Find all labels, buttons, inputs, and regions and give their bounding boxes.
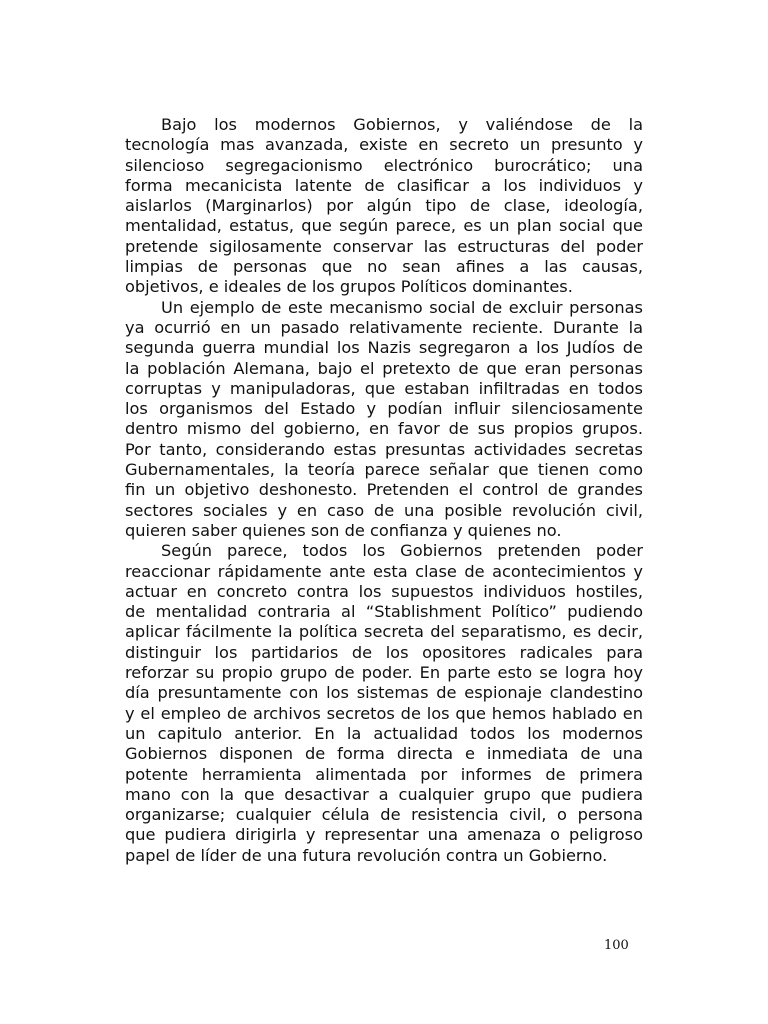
text-line: limpias de personas que no sean afines a las causas, [125,257,643,277]
paragraph-3 [125,541,643,866]
text-line: sectores sociales y en caso de una posible revolución civil, [125,500,643,520]
text-line: forma mecanicista latente de clasificar a los individuos y [125,175,643,195]
text-line: y el empleo de archivos secretos de los que hemos hablado en [125,703,643,723]
text-line: aislarlos (Marginarlos) por algún tipo de clase, ideología, [125,196,643,216]
text-line: ya ocurrió en un pasado relativamente reciente. Durante la [125,317,643,337]
text-line: fin un objetivo deshonesto. Pretenden el control de grandes [125,480,643,500]
text-line: corruptas y manipuladoras, que estaban infiltradas en todos [125,378,643,398]
text-line: distinguir los partidarios de los opositores radicales para [125,642,643,662]
text-line: silencioso segregacionismo electrónico burocrático; una [125,155,643,175]
text-line: que pudiera dirigirla y representar una amenaza o peligroso [125,825,643,845]
text-line: dentro mismo del gobierno, en favor de sus propios grupos. [125,419,643,439]
text-line: quieren saber quienes son de confianza y quienes no. [125,520,562,540]
text-line: mano con la que desactivar a cualquier grupo que pudiera [125,784,643,804]
text-line: día presuntamente con los sistemas de espionaje clandestino [125,683,643,703]
text-line: actuar en concreto contra los supuestos individuos hostiles, [125,581,643,601]
text-line: pretende sigilosamente conservar las estructuras del poder [125,236,643,256]
text-line: Gobiernos disponen de forma directa e inmediata de una [125,744,643,764]
text-line: reaccionar rápidamente ante esta clase de acontecimientos y [125,561,643,581]
text-line: un capitulo anterior. En la actualidad todos los modernos [125,723,643,743]
body-text [125,115,643,866]
text-line: tecnología mas avanzada, existe en secreto un presunto y [125,135,643,155]
text-line: los organismos del Estado y podían influir silenciosamente [125,399,643,419]
text-line: papel de líder de una futura revolución contra un Gobierno. [125,845,608,865]
text-line: aplicar fácilmente la política secreta del separatismo, es decir, [125,622,643,642]
text-line: mentalidad, estatus, que según parece, es un plan social que [125,216,643,236]
text-line: organizarse; cualquier célula de resistencia civil, o persona [125,805,643,825]
text-line: Gubernamentales, la teoría parece señalar que tienen como [125,460,643,480]
text-line: la población Alemana, bajo el pretexto de que eran personas [125,358,643,378]
paragraph-1 [125,115,643,298]
text-line: objetivos, e ideales de los grupos Políticos dominantes. [125,277,573,297]
text-line: de mentalidad contraria al “Stablishment Político” pudiendo [125,602,643,622]
text-line: Según parece, todos los Gobiernos pretenden poder [161,541,643,561]
page-number: 100 [604,938,629,953]
text-line: segunda guerra mundial los Nazis segregaron a los Judíos de [125,338,643,358]
text-line: potente herramienta alimentada por informes de primera [125,764,643,784]
text-line: reforzar su propio grupo de poder. En parte esto se logra hoy [125,663,643,683]
text-line: Por tanto, considerando estas presuntas actividades secretas [125,439,643,459]
text-line: Bajo los modernos Gobiernos, y valiéndose de la [161,115,643,134]
paragraph-2 [125,298,643,542]
text-line: Un ejemplo de este mecanismo social de excluir personas [161,297,643,317]
